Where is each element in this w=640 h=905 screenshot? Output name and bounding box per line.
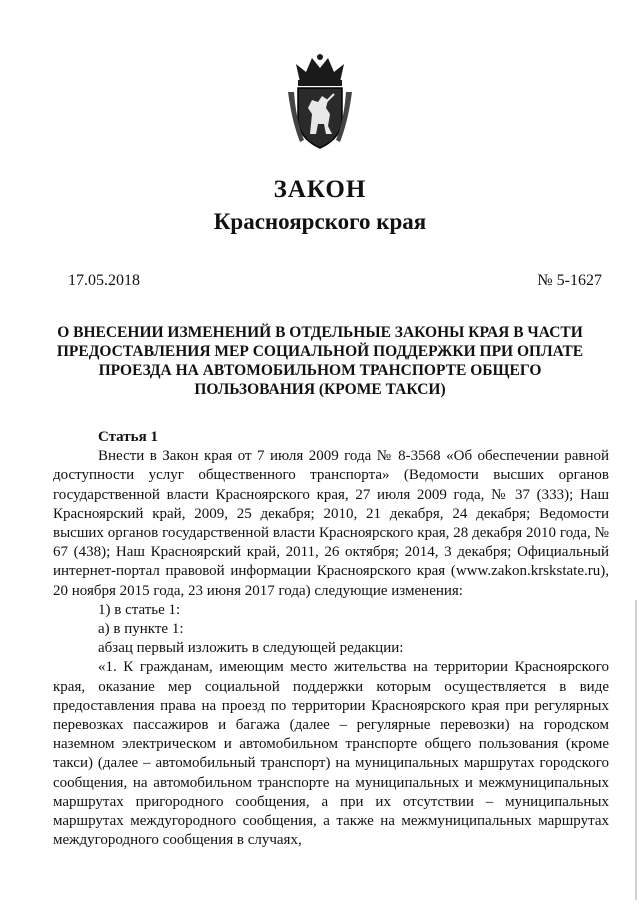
scan-edge-artifact <box>635 600 637 900</box>
article-title: Статья 1 <box>98 429 158 445</box>
law-subtitle: Красноярского края <box>213 209 427 234</box>
krasnoyarsk-coat-of-arms-icon <box>282 52 358 152</box>
paragraph: «1. К гражданам, имеющим место жительства на территории Красноярского края, оказание мер социальной поддержки которым осуществляется в виде предоставления права на проезд по территории Красноярского края при регулярных перевозках пассажиров и багажа (далее – регулярные перевозки) на городском наземном электрическом и автомобильном транспорте общего пользования (кроме такси) (далее – автомобильный транспорт) на муниципальных маршрутах городского сообщения, на автомобильном транспорте на муниципальных и межмуниципальных маршрутах пригородного сообщения, а при их отсутствии – муниципальных маршрутах междугородного сообщения, а также на межмуниципальных маршрутах междугородного сообщения в случаях, <box>53 659 609 849</box>
law-title: ЗАКОН <box>273 176 367 203</box>
paragraph: 1) в статье 1: <box>98 601 181 618</box>
law-date: 17.05.2018 <box>68 272 140 289</box>
law-heading: О ВНЕСЕНИИ ИЗМЕНЕНИЙ В ОТДЕЛЬНЫЕ ЗАКОНЫ КРАЯ В ЧАСТИ ПРЕДОСТАВЛЕНИЯ МЕР СОЦИАЛЬНОЙ ПОДДЕРЖКИ ПРИ ОПЛАТЕ ПРОЕЗДА НА АВТОМОБИЛЬНОМ ТРАНСПОРТЕ ОБЩЕГО ПОЛЬЗОВАНИЯ (КРОМЕ ТАКСИ) <box>56 324 584 398</box>
paragraph: а) в пункте 1: <box>98 621 184 638</box>
law-body <box>53 428 609 850</box>
paragraph: Внести в Закон края от 7 июля 2009 года № 8-3568 «Об обеспечении равной доступности услуг общественного транспорта» (Ведомости высших органов государственной власти Красноярского края, 27 июля 2009 года, № 37 (333); Наш Красноярский край, 2009, 25 декабря; 2010, 21 декабря, 24 декабря; Ведомости высших органов государственной власти Красноярского края, 28 декабря 2010 года, № 67 (438); Наш Красноярский край, 2011, 26 октября; 2014, 3 декабря; Официальный интернет-портал правовой информации Красноярского края (www.zakon.krskstate.ru), 20 ноября 2015 года, 23 июня 2017 года) следующие изменения: <box>53 448 609 599</box>
law-number: № 5-1627 <box>537 272 602 289</box>
paragraph: абзац первый изложить в следующей редакции: <box>98 640 404 657</box>
